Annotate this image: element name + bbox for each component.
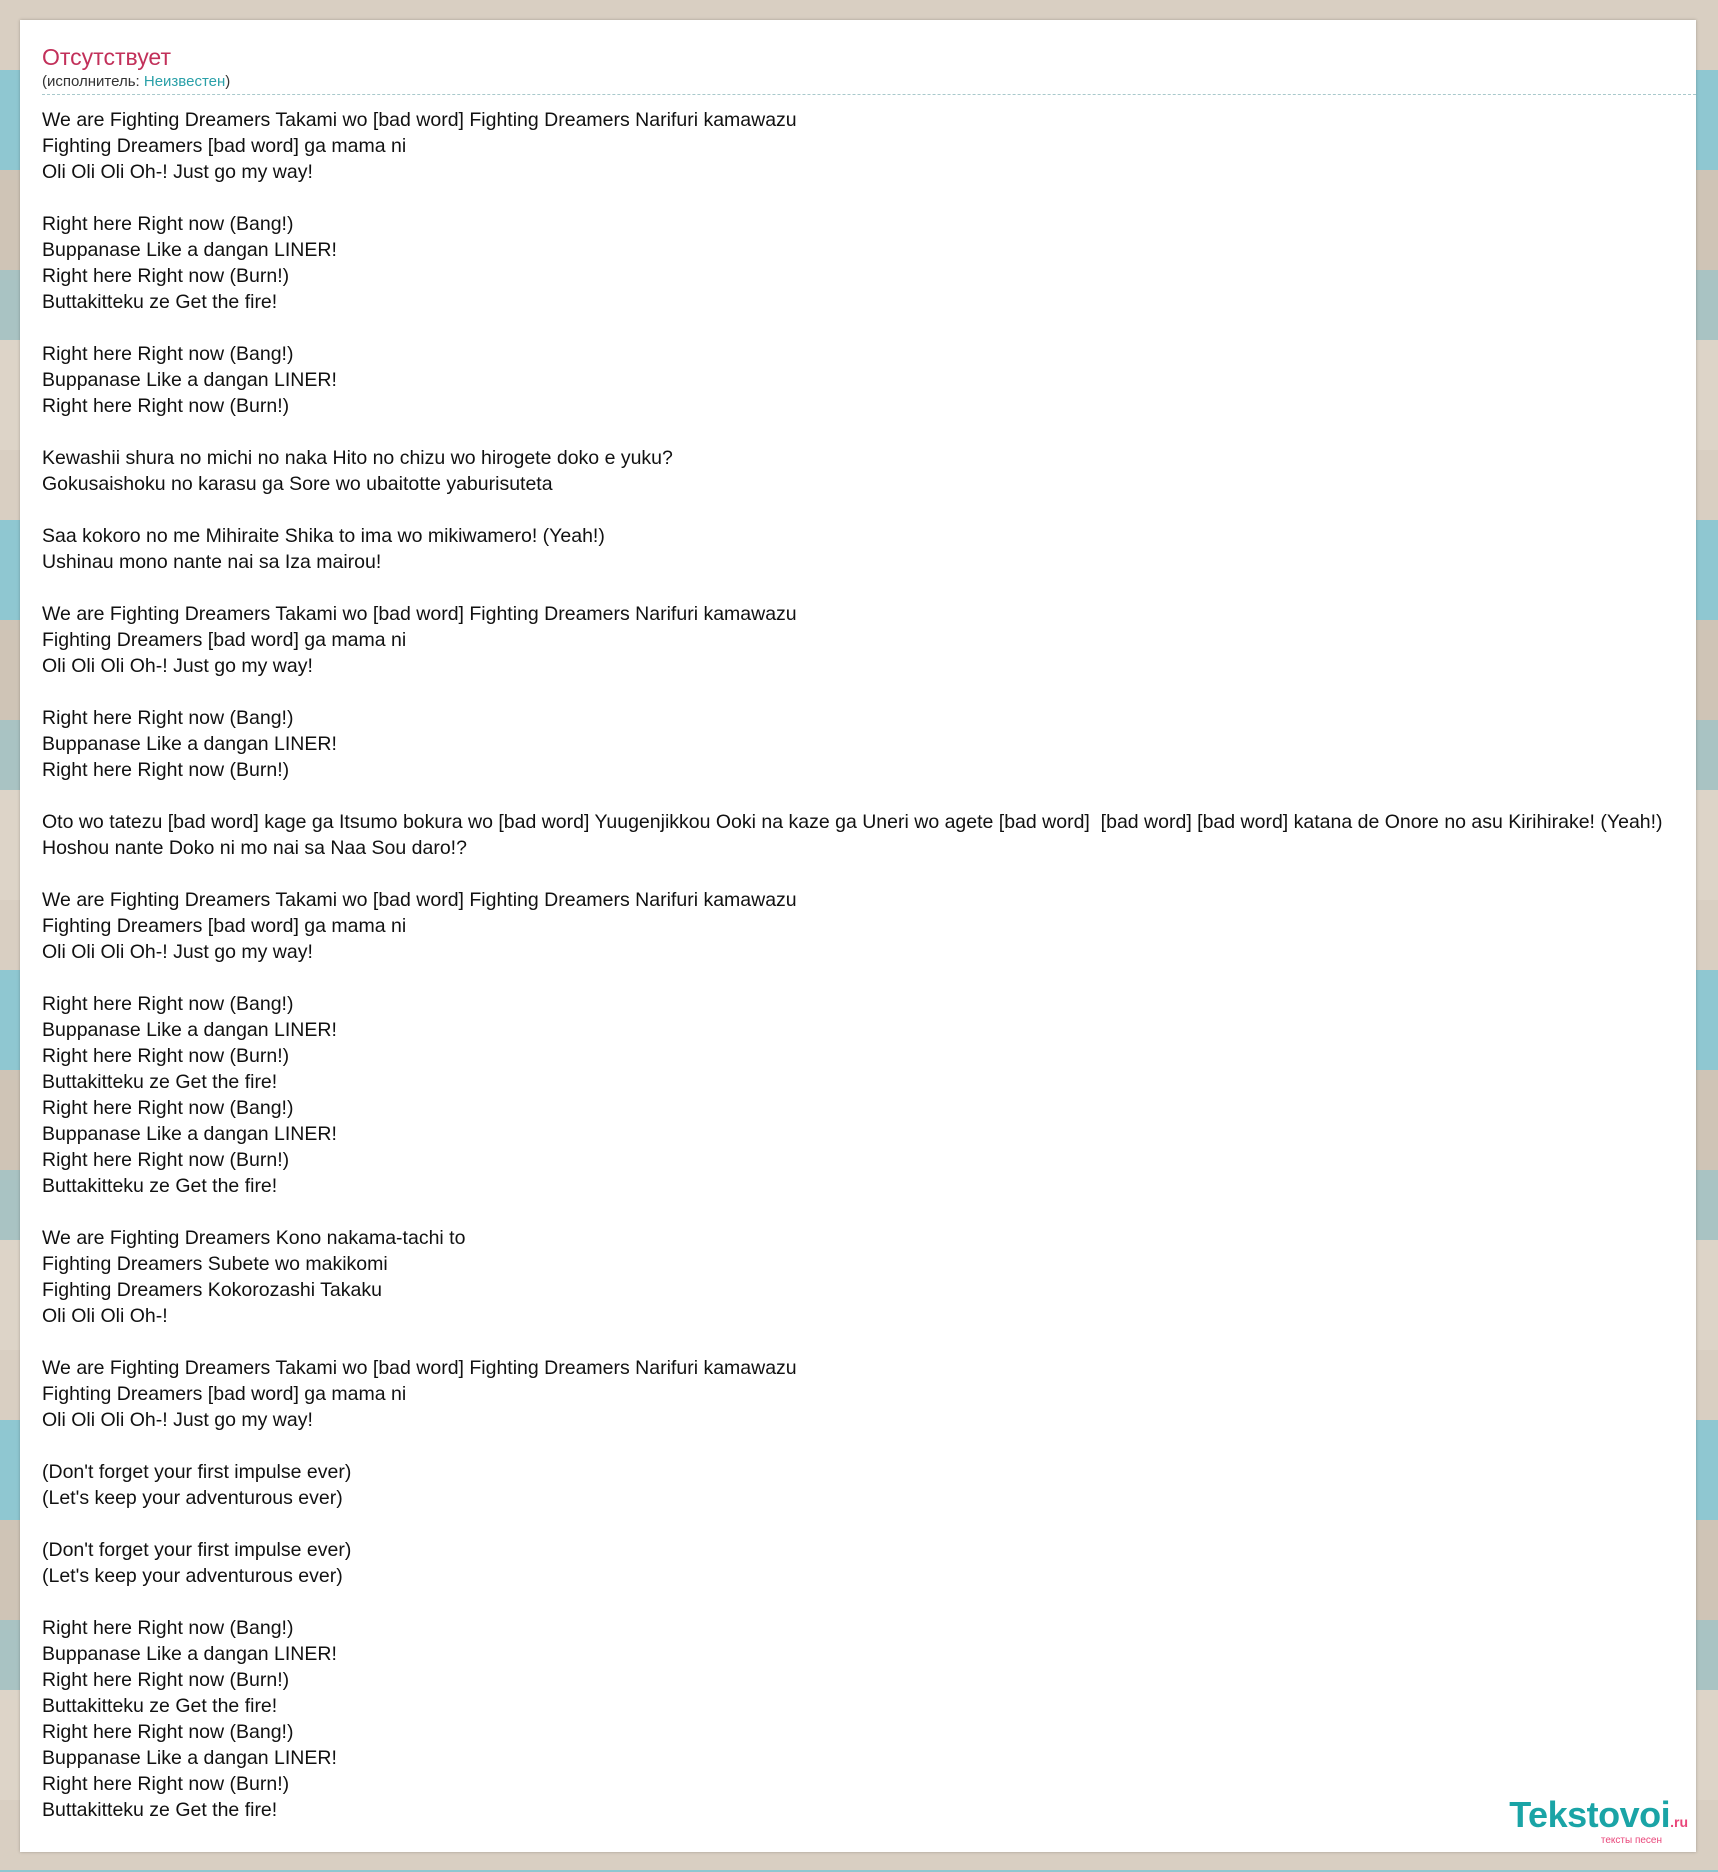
- lyric-line: Saa kokoro no me Mihiraite Shika to ima wo mikiwamero! (Yeah!): [42, 525, 605, 547]
- song-title: Отсутствует: [42, 44, 171, 70]
- lyric-line: Right here Right now (Bang!): [42, 993, 294, 1015]
- lyric-line: Buttakitteku ze Get the fire!: [42, 291, 278, 313]
- lyric-line: [42, 965, 1674, 991]
- lyric-line: Buppanase Like a dangan LINER!: [42, 733, 337, 755]
- lyric-line: We are Fighting Dreamers Takami wo [bad word] Fighting Dreamers Narifuri kamawazu: [42, 109, 797, 131]
- lyric-line: Buppanase Like a dangan LINER!: [42, 1123, 337, 1145]
- lyric-line: Oli Oli Oli Oh-! Just go my way!: [42, 161, 313, 183]
- logo-tld: .ru: [1670, 1814, 1688, 1830]
- lyric-line: Fighting Dreamers [bad word] ga mama ni: [42, 629, 407, 651]
- lyric-line: Buttakitteku ze Get the fire!: [42, 1799, 278, 1821]
- lyric-line: Right here Right now (Bang!): [42, 213, 294, 235]
- lyric-line: We are Fighting Dreamers Takami wo [bad word] Fighting Dreamers Narifuri kamawazu: [42, 603, 797, 625]
- lyric-line: [42, 783, 1674, 809]
- lyric-line: [42, 861, 1674, 887]
- lyric-line: Fighting Dreamers [bad word] ga mama ni: [42, 915, 407, 937]
- lyric-line: Right here Right now (Burn!): [42, 1149, 290, 1171]
- lyric-line: [42, 1589, 1674, 1615]
- lyric-line: [42, 1511, 1674, 1537]
- lyric-line: Fighting Dreamers [bad word] ga mama ni: [42, 135, 407, 157]
- lyrics-page: [20, 20, 1696, 1852]
- lyric-line: Buppanase Like a dangan LINER!: [42, 239, 337, 261]
- lyrics-body: [42, 107, 1674, 1823]
- lyric-line: [42, 315, 1674, 341]
- lyric-line: We are Fighting Dreamers Takami wo [bad word] Fighting Dreamers Narifuri kamawazu: [42, 889, 797, 911]
- lyric-line: (Don't forget your first impulse ever): [42, 1539, 352, 1561]
- lyric-line: Kewashii shura no michi no naka Hito no chizu wo hirogete doko e yuku?: [42, 447, 673, 469]
- lyric-line: Buppanase Like a dangan LINER!: [42, 1643, 337, 1665]
- lyric-line: Right here Right now (Bang!): [42, 1617, 294, 1639]
- lyric-line: Oli Oli Oli Oh-! Just go my way!: [42, 1409, 313, 1431]
- lyric-line: Right here Right now (Bang!): [42, 1097, 294, 1119]
- lyric-line: Right here Right now (Bang!): [42, 707, 294, 729]
- lyric-line: Oli Oli Oli Oh-!: [42, 1305, 168, 1327]
- logo-tagline: тексты песен: [1600, 1835, 1662, 1846]
- lyric-line: Right here Right now (Burn!): [42, 1045, 290, 1067]
- lyric-line: (Let's keep your adventurous ever): [42, 1565, 343, 1587]
- lyric-line: Buttakitteku ze Get the fire!: [42, 1175, 278, 1197]
- lyric-line: Ushinau mono nante nai sa Iza mairou!: [42, 551, 382, 573]
- lyric-line: Oli Oli Oli Oh-! Just go my way!: [42, 655, 313, 677]
- artist-prefix: (исполнитель:: [42, 73, 144, 90]
- lyric-line: Right here Right now (Burn!): [42, 265, 290, 287]
- lyric-line: [42, 497, 1674, 523]
- lyric-line: [42, 679, 1674, 705]
- lyric-line: [42, 1433, 1674, 1459]
- lyric-line: Gokusaishoku no karasu ga Sore wo ubaitotte yaburisuteta: [42, 473, 553, 495]
- lyric-line: [42, 1329, 1674, 1355]
- lyric-line: (Let's keep your adventurous ever): [42, 1487, 343, 1509]
- lyric-line: [42, 419, 1674, 445]
- lyric-line: Right here Right now (Burn!): [42, 395, 290, 417]
- lyric-line: Fighting Dreamers Subete wo makikomi: [42, 1253, 388, 1275]
- lyric-line: Buppanase Like a dangan LINER!: [42, 1747, 337, 1769]
- lyric-line: Buppanase Like a dangan LINER!: [42, 369, 337, 391]
- lyric-line: Right here Right now (Bang!): [42, 1721, 294, 1743]
- lyric-line: [42, 575, 1674, 601]
- lyric-line: Buttakitteku ze Get the fire!: [42, 1695, 278, 1717]
- artist-line: [42, 72, 1696, 92]
- lyric-line: Hoshou nante Doko ni mo nai sa Naa Sou daro!?: [42, 837, 467, 859]
- lyric-line: [42, 185, 1674, 211]
- site-logo[interactable]: [1509, 1796, 1688, 1846]
- artist-link[interactable]: Неизвестен: [143, 73, 226, 90]
- lyric-line: Right here Right now (Burn!): [42, 1669, 290, 1691]
- artist-suffix: ): [225, 73, 231, 90]
- lyric-line: Right here Right now (Burn!): [42, 759, 290, 781]
- lyric-line: Right here Right now (Burn!): [42, 1773, 290, 1795]
- logo-name: Tekstovoi: [1509, 1794, 1671, 1835]
- lyric-line: [42, 1199, 1674, 1225]
- lyric-line: Oto wo tatezu [bad word] kage ga Itsumo bokura wo [bad word] Yuugenjikkou Ooki na kaze ga Uneri wo agete [bad word] [bad word] [bad word] katana de Onore no asu Kirihirake! (Yeah!): [42, 811, 1663, 833]
- lyric-line: Buttakitteku ze Get the fire!: [42, 1071, 278, 1093]
- lyric-line: Right here Right now (Bang!): [42, 343, 294, 365]
- lyric-line: Fighting Dreamers [bad word] ga mama ni: [42, 1383, 407, 1405]
- lyric-line: Oli Oli Oli Oh-! Just go my way!: [42, 941, 313, 963]
- lyric-line: Fighting Dreamers Kokorozashi Takaku: [42, 1279, 382, 1301]
- lyric-line: (Don't forget your first impulse ever): [42, 1461, 352, 1483]
- lyric-line: We are Fighting Dreamers Takami wo [bad word] Fighting Dreamers Narifuri kamawazu: [42, 1357, 797, 1379]
- song-header: [42, 42, 1696, 95]
- lyric-line: We are Fighting Dreamers Kono nakama-tachi to: [42, 1227, 466, 1249]
- lyric-line: Buppanase Like a dangan LINER!: [42, 1019, 337, 1041]
